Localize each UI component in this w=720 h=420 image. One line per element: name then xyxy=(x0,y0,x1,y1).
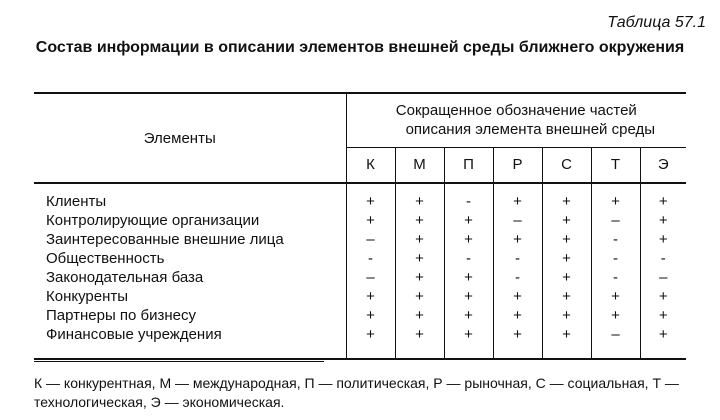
table-cell: + xyxy=(640,230,686,249)
row-label: Контролирующие организации xyxy=(34,211,346,230)
table-cell: + xyxy=(444,230,493,249)
table-cell: - xyxy=(444,249,493,268)
header-group-line1: Сокращенное обозначение частей xyxy=(395,102,637,120)
table-cell: - xyxy=(640,249,686,268)
table-cell: – xyxy=(640,268,686,287)
header-code: К xyxy=(346,147,395,183)
table-cell: + xyxy=(542,249,591,268)
row-label: Финансовые учреждения xyxy=(34,325,346,359)
table-cell: + xyxy=(640,325,686,359)
table-cell: + xyxy=(493,306,542,325)
header-code: Э xyxy=(640,147,686,183)
table-cell: + xyxy=(366,193,375,210)
footnote: К — конкурентная, М — международная, П — политическая, Р — рыночная, С — социальная, Т — технологическая, Э — экономическая. xyxy=(34,375,679,410)
table-cell: + xyxy=(493,287,542,306)
data-table xyxy=(34,92,686,360)
table-cell: - xyxy=(591,268,640,287)
table-cell: + xyxy=(395,268,444,287)
table-cell: + xyxy=(591,183,640,211)
table-cell: + xyxy=(395,183,444,211)
header-group-line2: описания элемента внешней среды xyxy=(405,121,655,139)
row-label: Заинтересованные внешние лица xyxy=(34,230,346,249)
table-body xyxy=(34,183,686,359)
table-cell: - xyxy=(591,249,640,268)
table-cell: + xyxy=(542,268,591,287)
table-number: Таблица 57.1 xyxy=(607,14,706,31)
table-row xyxy=(34,325,686,359)
table-cell: + xyxy=(395,306,444,325)
table-row xyxy=(34,249,686,268)
table-cell: + xyxy=(640,287,686,306)
table-cell: + xyxy=(366,288,375,305)
table-cell: – xyxy=(366,231,375,248)
table-cell: + xyxy=(493,230,542,249)
table-cell: + xyxy=(444,287,493,306)
table-cell: - xyxy=(493,249,542,268)
table-cell: + xyxy=(444,268,493,287)
table-cell: + xyxy=(366,307,375,324)
table-cell: - xyxy=(444,183,493,211)
table-cell: + xyxy=(591,287,640,306)
row-label: Конкуренты xyxy=(34,287,346,306)
footnote-rule xyxy=(34,361,324,362)
table-cell: + xyxy=(640,306,686,325)
table-row xyxy=(34,230,686,249)
table-cell: + xyxy=(542,287,591,306)
row-label: Клиенты xyxy=(34,183,346,211)
table-cell: + xyxy=(542,306,591,325)
table-title: Состав информации в описании элементов внешней среды ближнего окружения xyxy=(35,39,685,56)
table-cell: + xyxy=(542,183,591,211)
header-group xyxy=(346,93,686,147)
table-cell: + xyxy=(493,325,542,359)
row-label: Законодательная база xyxy=(34,268,346,287)
table-cell: + xyxy=(395,325,444,359)
header-elements: Элементы xyxy=(34,93,346,183)
header-code: Р xyxy=(493,147,542,183)
table-cell: + xyxy=(366,212,375,229)
table-cell: - xyxy=(591,230,640,249)
table-cell: + xyxy=(640,211,686,230)
table-cell: - xyxy=(493,268,542,287)
table-cell: + xyxy=(640,183,686,211)
table-cell: + xyxy=(542,211,591,230)
table-row xyxy=(34,287,686,306)
table-cell: + xyxy=(395,249,444,268)
table-cell: + xyxy=(493,183,542,211)
table-row xyxy=(34,183,686,211)
header-code: П xyxy=(444,147,493,183)
table-cell: + xyxy=(542,230,591,249)
table-cell: – xyxy=(591,211,640,230)
table-row xyxy=(34,211,686,230)
table-cell: + xyxy=(395,287,444,306)
header-code: С xyxy=(542,147,591,183)
table-cell: + xyxy=(444,306,493,325)
table-cell: – xyxy=(366,269,375,286)
header-code: М xyxy=(395,147,444,183)
table-row xyxy=(34,306,686,325)
table-cell: – xyxy=(591,325,640,359)
table-cell: + xyxy=(395,211,444,230)
header-code: Т xyxy=(591,147,640,183)
table-cell: + xyxy=(444,211,493,230)
row-label: Партнеры по бизнесу xyxy=(34,306,346,325)
table-cell: - xyxy=(368,250,373,267)
table-cell: + xyxy=(444,325,493,359)
table-row xyxy=(34,268,686,287)
table-cell: + xyxy=(346,325,395,359)
row-label: Общественность xyxy=(34,249,346,268)
table-cell: + xyxy=(395,230,444,249)
table-cell: + xyxy=(591,306,640,325)
table-cell: – xyxy=(493,211,542,230)
table-cell: + xyxy=(542,325,591,359)
